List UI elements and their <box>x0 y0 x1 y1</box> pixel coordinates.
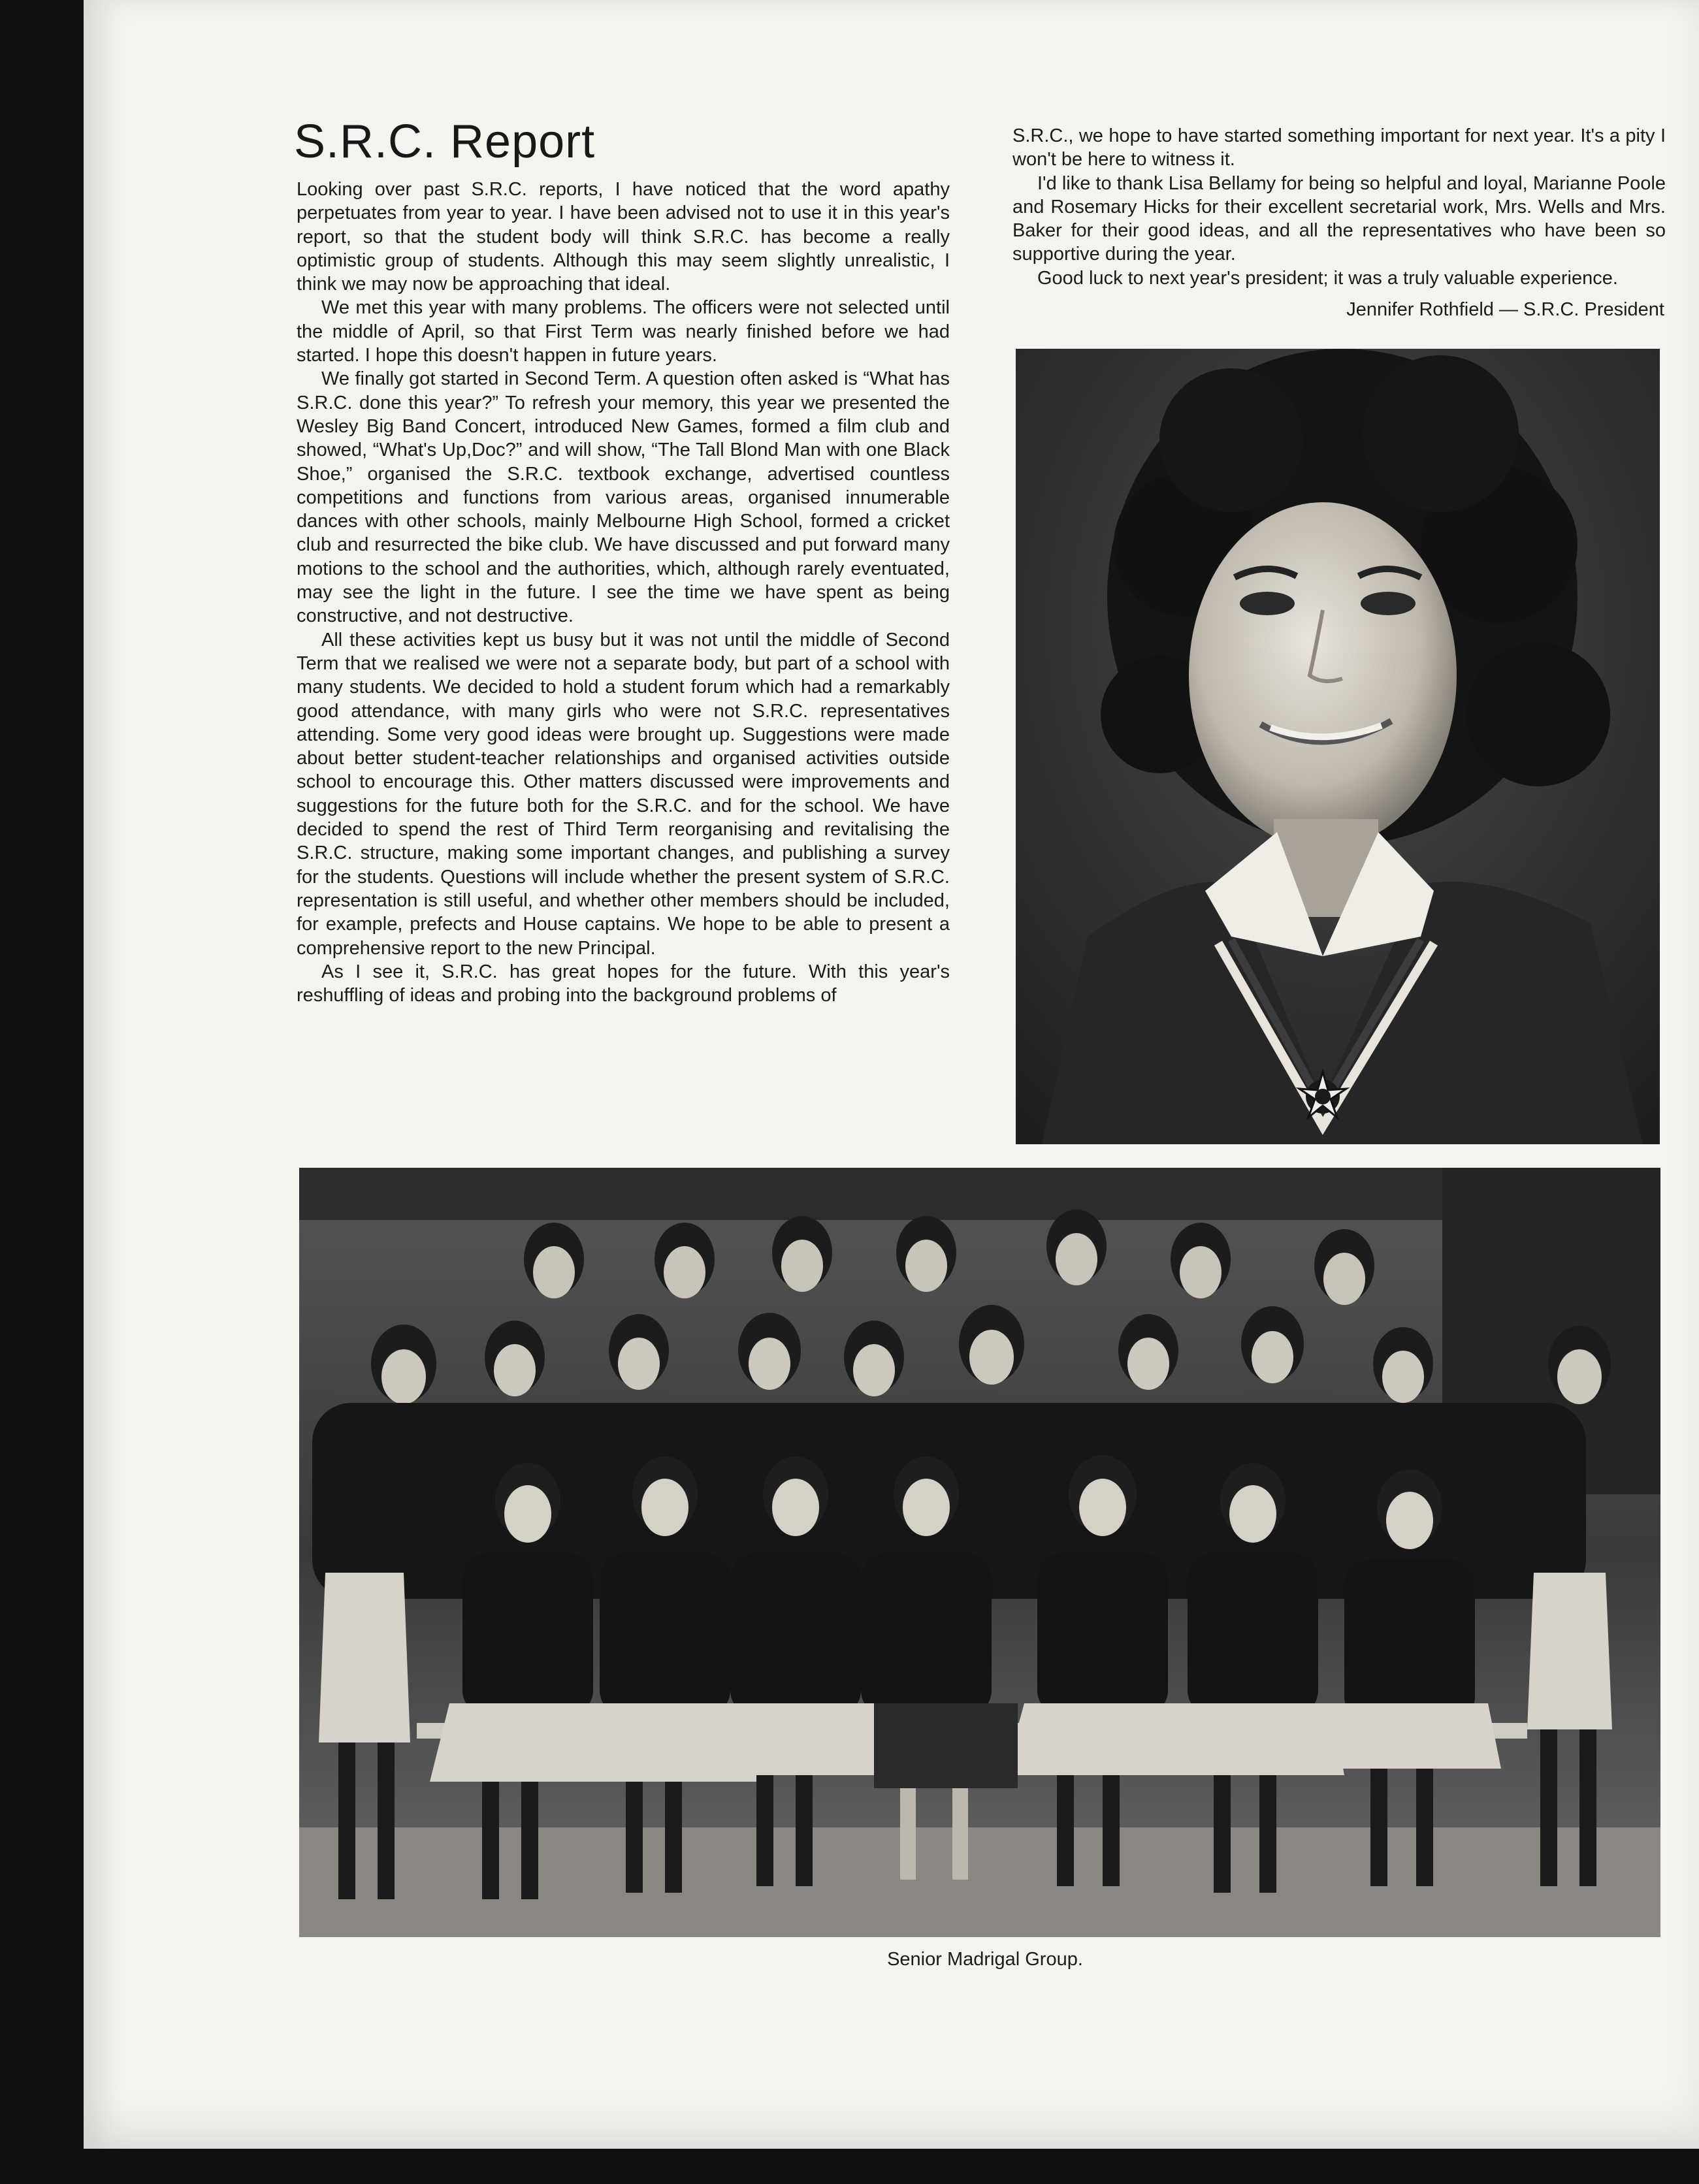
president-portrait-photo <box>1016 349 1660 1144</box>
photo-caption: Senior Madrigal Group. <box>887 1949 1083 1970</box>
page-title: S.R.C. Report <box>294 116 596 168</box>
paragraph-thanks: I'd like to thank Lisa Bellamy for being so helpful and loyal, Marianne Poole and Rosemary Hicks for their excellent secretarial work, Mrs. Wells and Mrs. Baker for their good ideas, and all the representatives who have been so supportive during the year. <box>1012 172 1666 265</box>
madrigal-group-photo <box>299 1168 1660 1937</box>
paragraph-continued: S.R.C., we hope to have started something important for next year. It's a pity I won't be here to witness it. <box>1012 125 1666 170</box>
author-signature: Jennifer Rothfield — S.R.C. President <box>1346 299 1664 320</box>
paragraph-apathy: Looking over past S.R.C. reports, I have noticed that the word apathy perpetuates from year to year. I have been advised not to use it in this year's report, so that the student body will think S.R.C. has become a really optimistic group of students. Although this may seem slightly unrealistic, I think we may now be approaching that ideal. <box>297 179 950 295</box>
paragraph-activities: We finally got started in Second Term. A question often asked is “What has S.R.C. done this year?” To refresh your memory, this year we presented the Wesley Big Band Concert, introduced New Games, formed a film club and showed, “What's Up,Doc?” and will show, “The Tall Blond Man with one Black Shoe,” organised the S.R.C. textbook exchange, advertised countless competitions and functions from various areas, organised innumerable dances with other schools, mainly Melbourne High School, formed a cricket club and resurrected the bike club. We have discussed and put forward many motions to the school and the authorities, which, although rarely eventuated, may see the light in the future. I see the time we have spent as being constructive, and not destructive. <box>297 368 950 627</box>
paragraph-problems: We met this year with many problems. The officers were not selected until the middle of April, so that First Term was nearly finished before we had started. I hope this doesn't happen in future years. <box>297 297 950 366</box>
report-left-column <box>297 178 950 1007</box>
paragraph-student-forum: All these activities kept us busy but it was not until the middle of Second Term that we realised we were not a separate body, but part of a school with many students. We decided to hold a student forum which had a remarkably good attendance, with many girls who were not S.R.C. representatives attending. Some very good ideas were brought up. Suggestions were made about better student-teacher relationships and organised activities outside school to encourage this. Other matters discussed were improvements and suggestions for the future both for the S.R.C. and for the school. We have decided to spend the rest of Third Term reorganising and revitalising the S.R.C. structure, making some important changes, and publishing a survey for the students. Questions will include whether the present system of S.R.C. representation is still useful, and whether other members should be included, for example, prefects and House captains. We hope to be able to present a comprehensive report to the new Principal. <box>297 629 950 959</box>
report-right-column <box>1012 124 1666 290</box>
paragraph-good-luck: Good luck to next year's president; it was a truly valuable experience. <box>1037 267 1618 289</box>
yearbook-page <box>84 0 1699 2149</box>
paragraph-future-hopes: As I see it, S.R.C. has great hopes for the future. With this year's reshuffling of ideas and probing into the background problems of <box>297 961 950 1006</box>
